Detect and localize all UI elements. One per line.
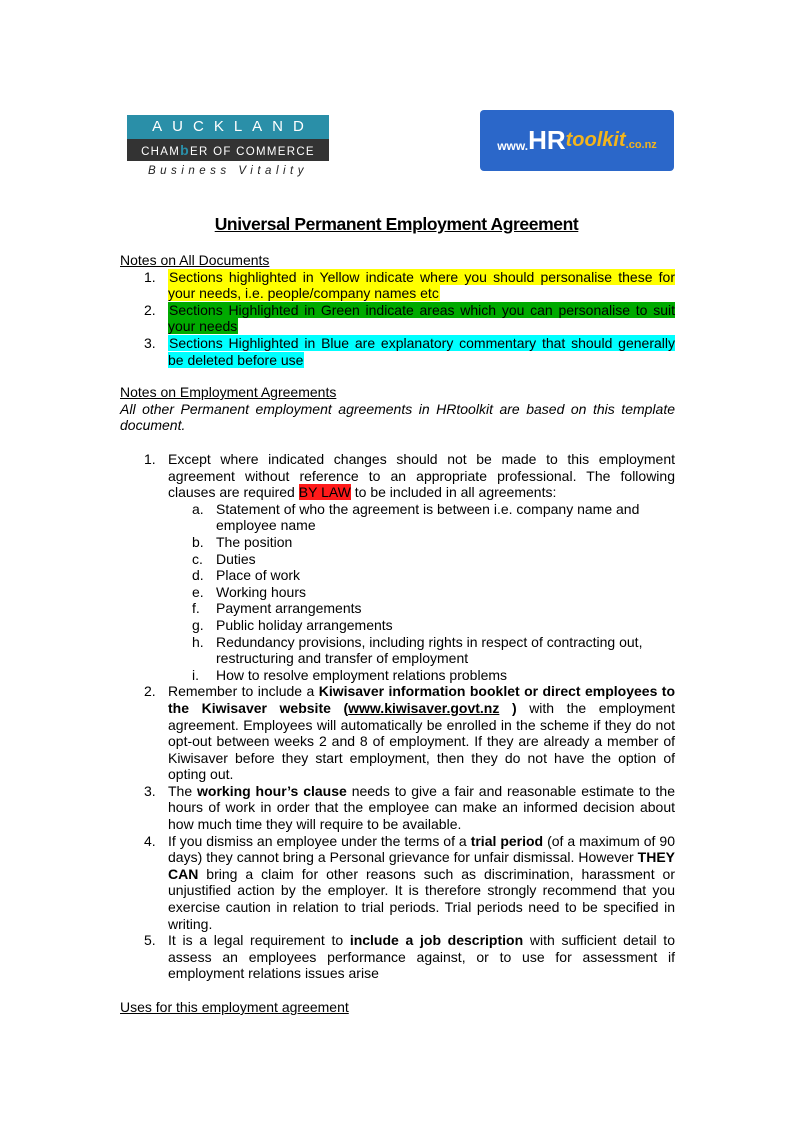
notes-all-section [120,252,675,368]
list-item: 4. If you dismiss an employee under the terms of a trial period (of a maximum of 90 days) they cannot bring a Personal grievance for unfair dismissal. However THEY CAN bring a claim for other reasons such as discrimination, harassment or unjustified action by the employer. It is therefore strongly recommend that you exercise caution in relation to trial periods. Trial periods need to be specified in writing. [144,832,675,932]
list-item: 5. It is a legal requirement to include a job description with sufficient detail to assess an employees performance against, or to use for assessment if employment relations issues arise [144,932,675,982]
sub-list-item: h. Redundancy provisions, including rights in respect of contracting out, restructuring and transfer of employment [192,633,643,667]
sub-list-item: f. Payment arrangements [192,600,362,617]
logo-chamber-text: CHAMbER OF COMMERCE [127,139,329,161]
note-item: 1. Sections highlighted in Yellow indicate where you should personalise these for your needs, i.e. people/company names etc [144,268,675,302]
sub-list-item: c. Duties [192,550,256,567]
note-item: 3. Sections Highlighted in Blue are explanatory commentary that should generally be deleted before use [144,334,675,368]
uses-heading: Uses for this employment agreement [120,999,349,1015]
notes-all-heading: Notes on All Documents [120,252,270,268]
logo-tagline: Business Vitality [147,165,309,177]
auckland-chamber-logo [127,115,329,183]
green-highlight-text: Sections Highlighted in Green indicate areas which you can personalise to suit your needs [168,301,675,335]
main-list-section [120,451,675,982]
notes-list [120,269,675,369]
sub-list-item: i. How to resolve employment relations problems [192,666,508,683]
note-item: 2. Sections Highlighted in Green indicate areas which you can personalise to suit your needs [144,301,675,335]
list-item: 3. The working hour’s clause needs to give a fair and reasonable estimate to the hours of work in order that the employee can make an informed decision about how much time they will require to be available. [144,782,675,833]
sub-list-item: e. Working hours [192,583,307,600]
list-item: 1. Except where indicated changes should not be made to this employment agreement without reference to an appropriate professional. The following clauses are required BY LAW to be included in all agreements: a. Statement of who the agreement is between i.e. company name and employee name b. The position c. Duties d. Place of work e. Working hours f. Payment arrangements g. Public holiday arrangements h. Redundancy provisions, including rights in respect of contracting out, restructuring and transfer of employment i. How to resolve employment relations problems [144,451,675,683]
sub-list-item: d. Place of work [192,567,301,584]
notes-employment-heading: Notes on Employment Agreements [120,384,337,400]
required-clauses-list [168,501,675,684]
sub-list-item: g. Public holiday arrangements [192,616,393,633]
list-item: 2. Remember to include a Kiwisaver information booklet or direct employees to the Kiwisaver website (www.kiwisaver.govt.nz ) with the employment agreement. Employees will automatically be enrolled in the scheme if they do not opt-out between weeks 2 and 8 of employment. If they are already a member of Kiwisaver before they start employment, then they do not have the option of opting out. [144,683,675,783]
main-list [120,451,675,982]
document-title: Universal Permanent Employment Agreement [214,214,579,234]
hrtoolkit-logo: www. HR toolkit .co.nz [480,110,674,171]
notes-employment-intro: All other Permanent employment agreements in HRtoolkit are based on this template document. [120,400,675,434]
logo-auckland-text: AUCKLAND [127,115,329,139]
sub-list-item: b. The position [192,533,293,550]
blue-highlight-text: Sections Highlighted in Blue are explanatory commentary that should generally be deleted before use [168,334,675,368]
yellow-highlight-text: Sections highlighted in Yellow indicate where you should personalise these for your needs, i.e. people/company names etc [168,268,675,302]
notes-employment-section [120,384,675,434]
sub-list-item: a. Statement of who the agreement is between i.e. company name and employee name [192,500,640,534]
kiwisaver-link[interactable]: www.kiwisaver.govt.nz [348,699,500,716]
by-law-highlight: BY LAW [298,484,351,501]
